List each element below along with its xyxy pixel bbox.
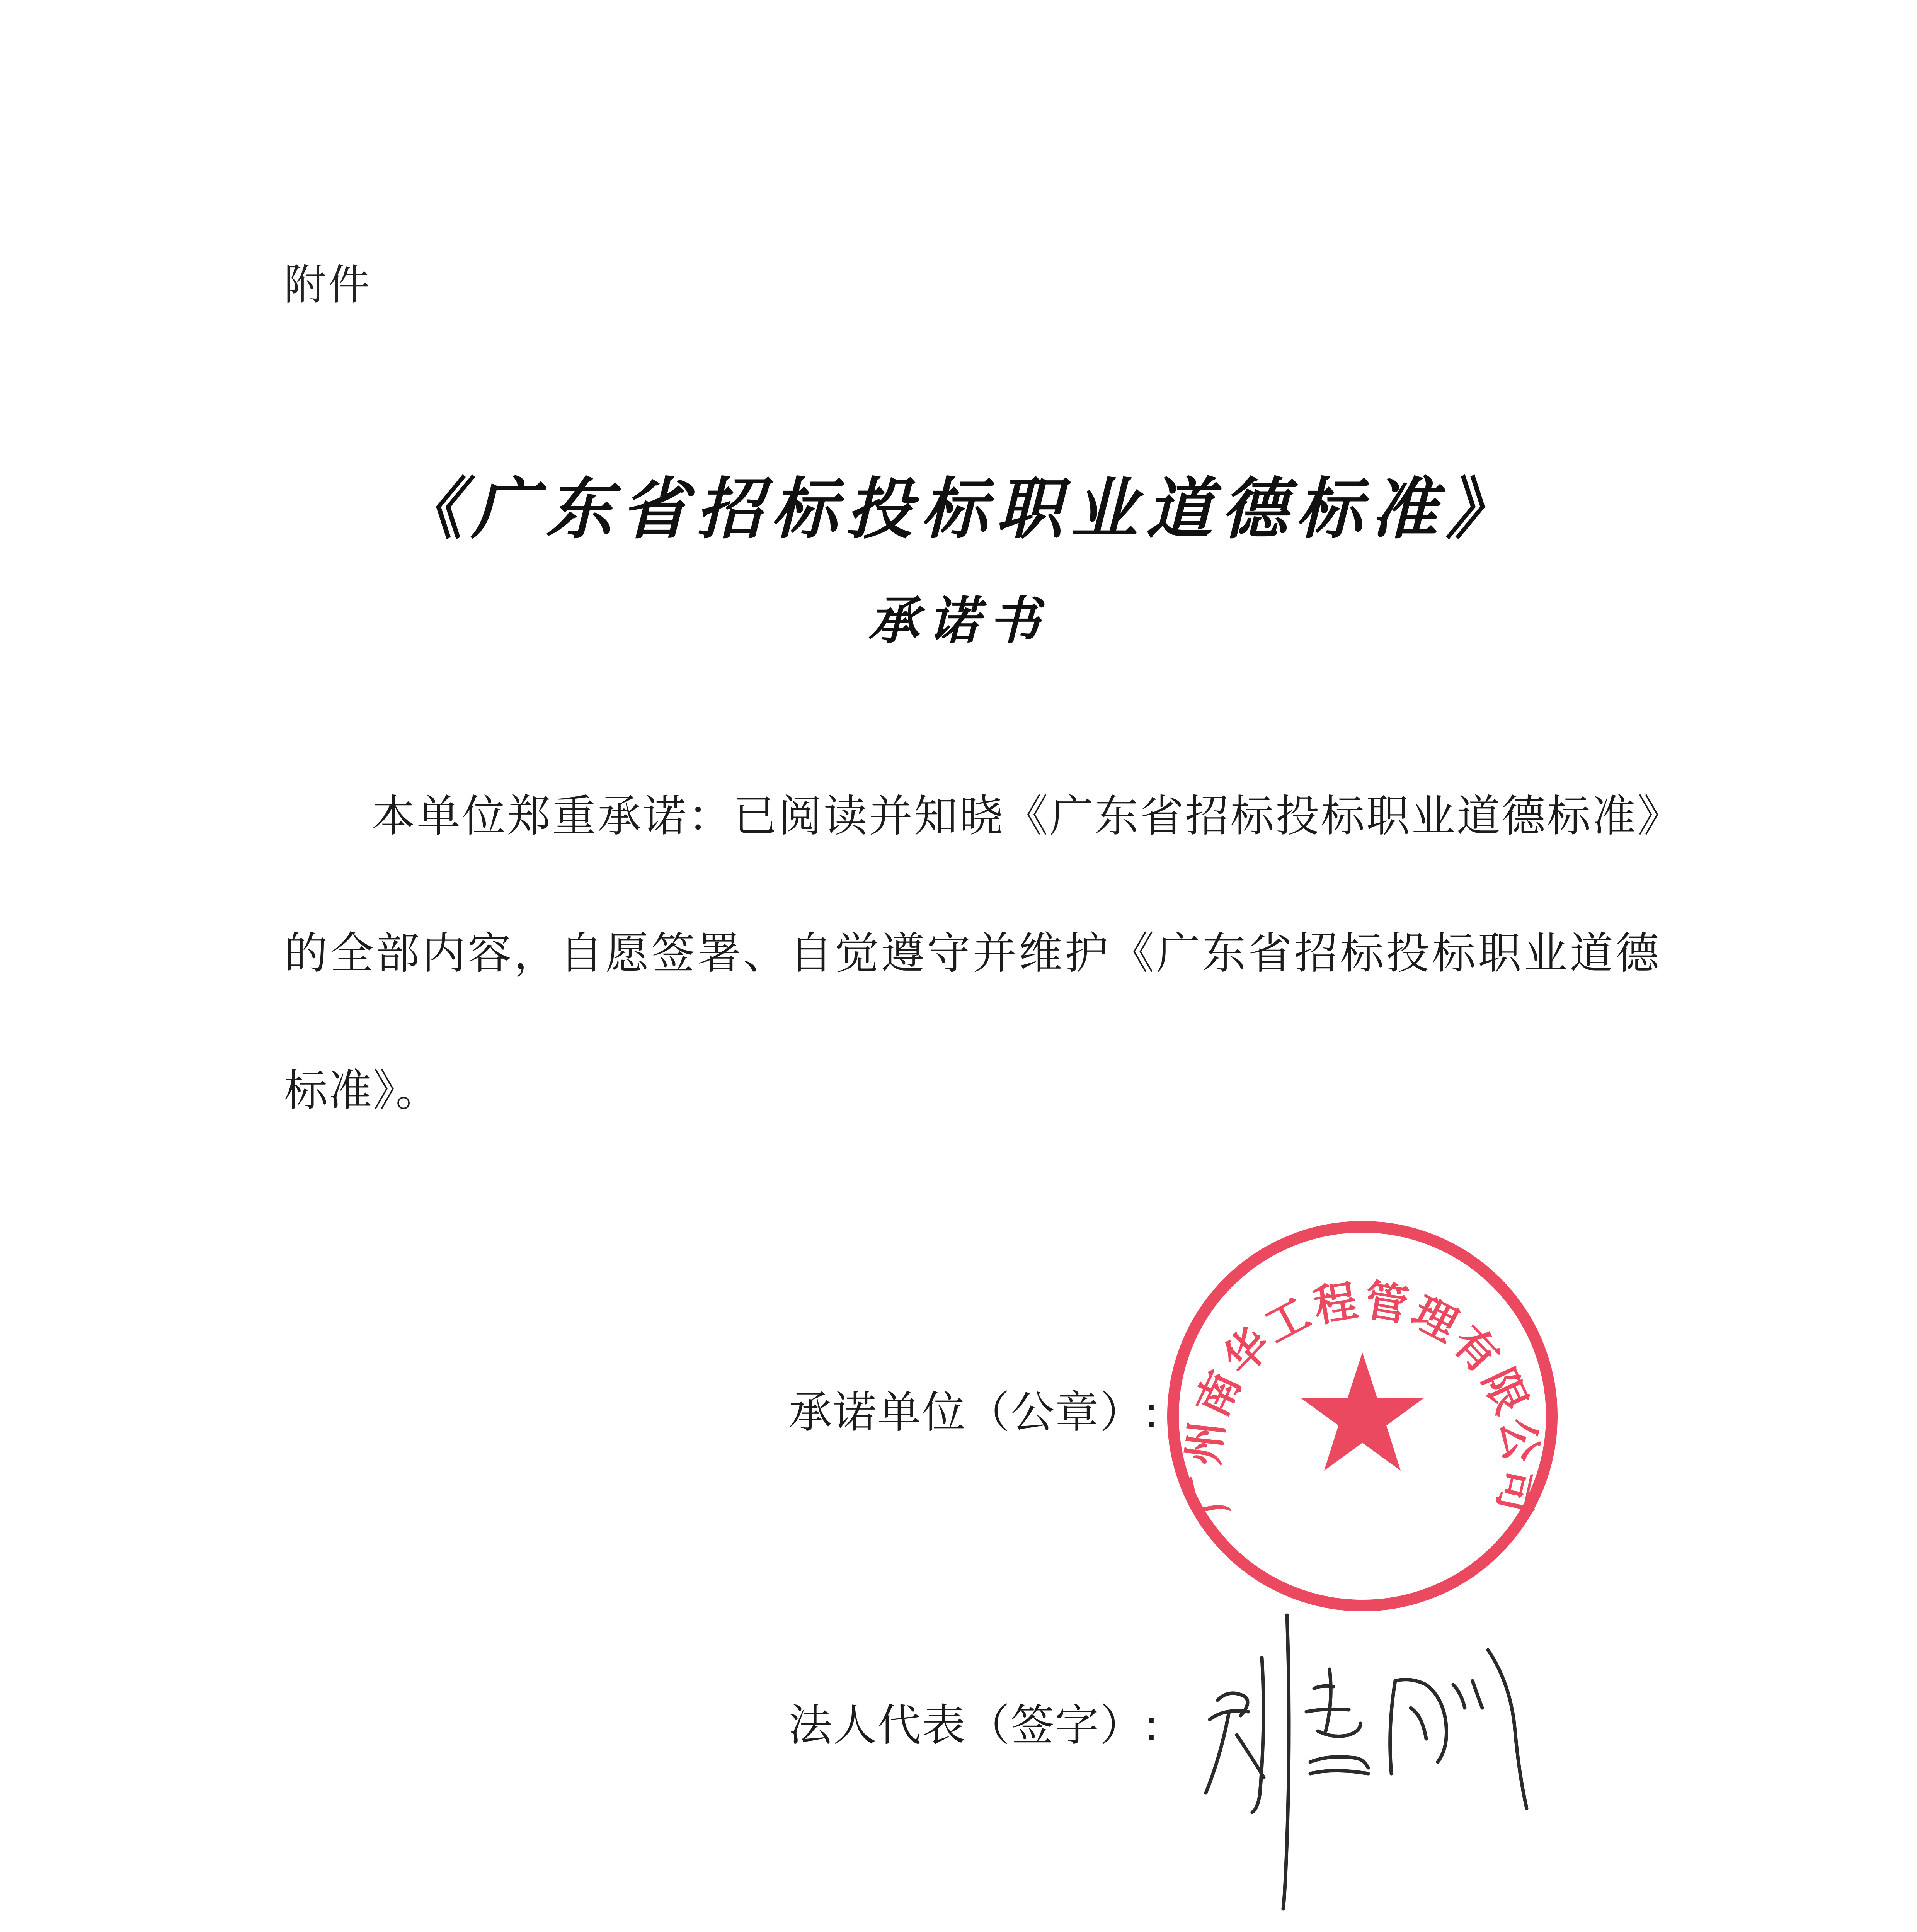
legal-representative-label: 法人代表（签字）: bbox=[788, 1700, 1160, 1751]
document-subtitle: 承诺书 bbox=[868, 591, 1049, 651]
handwritten-signature bbox=[1194, 1592, 1558, 1913]
seal-text: 广州南华工程管理有限公司 bbox=[1178, 1275, 1547, 1521]
committing-unit-label: 承诺单位（公章）: bbox=[788, 1387, 1160, 1438]
commitment-paragraph: 本单位郑重承诺：已阅读并知晓《广东省招标投标职业道德标准》的全部内容，自愿签署、自觉遵守并维护《广东省招标投标职业道德标准》。 bbox=[284, 791, 1660, 1116]
company-seal bbox=[1156, 1209, 1569, 1623]
document-title: 《广东省招标投标职业道德标准》 bbox=[396, 469, 1521, 548]
attachment-label: 附件 bbox=[284, 261, 373, 309]
star-icon bbox=[1300, 1352, 1425, 1471]
